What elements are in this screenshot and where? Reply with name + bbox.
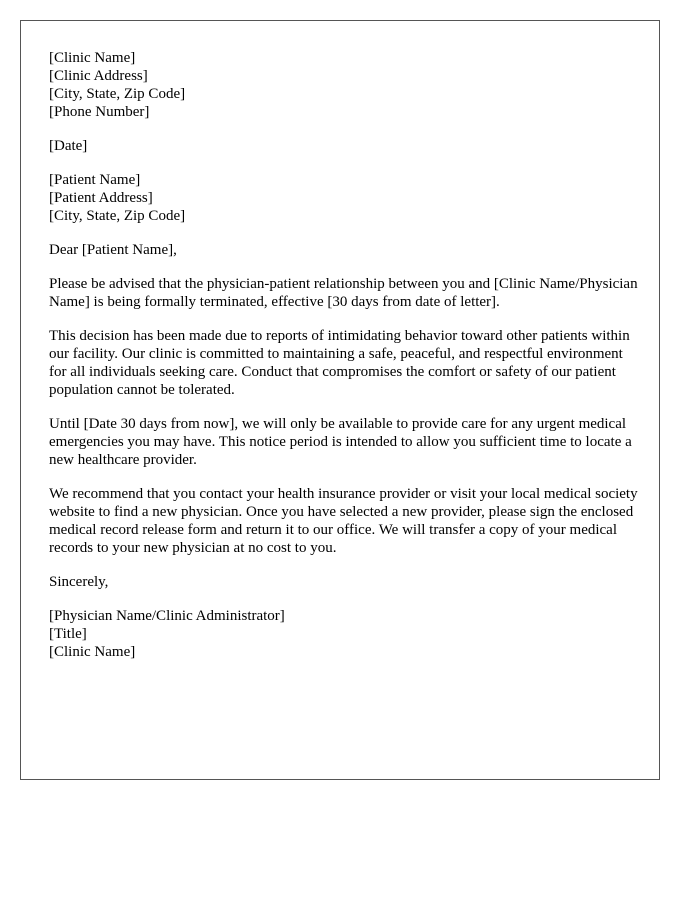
letter-page bbox=[20, 20, 660, 780]
sender-clinic-name: [Clinic Name] bbox=[49, 50, 136, 66]
letter-date: [Date] bbox=[49, 138, 88, 154]
signature-name: [Physician Name/Clinic Administrator] bbox=[49, 608, 285, 624]
signature-block bbox=[49, 607, 643, 661]
paragraph-reason: This decision has been made due to reports of intimidating behavior toward other patients within our facility. Our clinic is committed to maintaining a safe, peaceful, and respectful environment for all individuals seeking care. Conduct that compromises the comfort or safety of our patient population cannot be tolerated. bbox=[49, 328, 630, 398]
paragraph-termination-notice: Please be advised that the physician-patient relationship between you and [Clinic Name/Physician Name] is being formally terminated, effective [30 days from date of letter]. bbox=[49, 276, 638, 310]
letter-body bbox=[49, 49, 643, 677]
paragraph-recommendation: We recommend that you contact your health insurance provider or visit your local medical society website to find a new physician. Once you have selected a new provider, please sign the enclosed medical record release form and return it to our office. We will transfer a copy of your medical records to your new physician at no cost to you. bbox=[49, 486, 638, 556]
signature-title: [Title] bbox=[49, 626, 87, 642]
sender-city-state-zip: [City, State, Zip Code] bbox=[49, 86, 186, 102]
sender-clinic-address: [Clinic Address] bbox=[49, 68, 148, 84]
recipient-block bbox=[49, 171, 643, 225]
recipient-name: [Patient Name] bbox=[49, 172, 141, 188]
signature-clinic: [Clinic Name] bbox=[49, 644, 136, 660]
recipient-address: [Patient Address] bbox=[49, 190, 153, 206]
closing: Sincerely, bbox=[49, 574, 109, 590]
paragraph-notice-period: Until [Date 30 days from now], we will only be available to provide care for any urgent medical emergencies you may have. This notice period is intended to allow you sufficient time to locate a new healthcare provider. bbox=[49, 416, 632, 468]
recipient-city-state-zip: [City, State, Zip Code] bbox=[49, 208, 186, 224]
sender-phone: [Phone Number] bbox=[49, 104, 150, 120]
sender-block bbox=[49, 49, 643, 121]
salutation: Dear [Patient Name], bbox=[49, 242, 177, 258]
